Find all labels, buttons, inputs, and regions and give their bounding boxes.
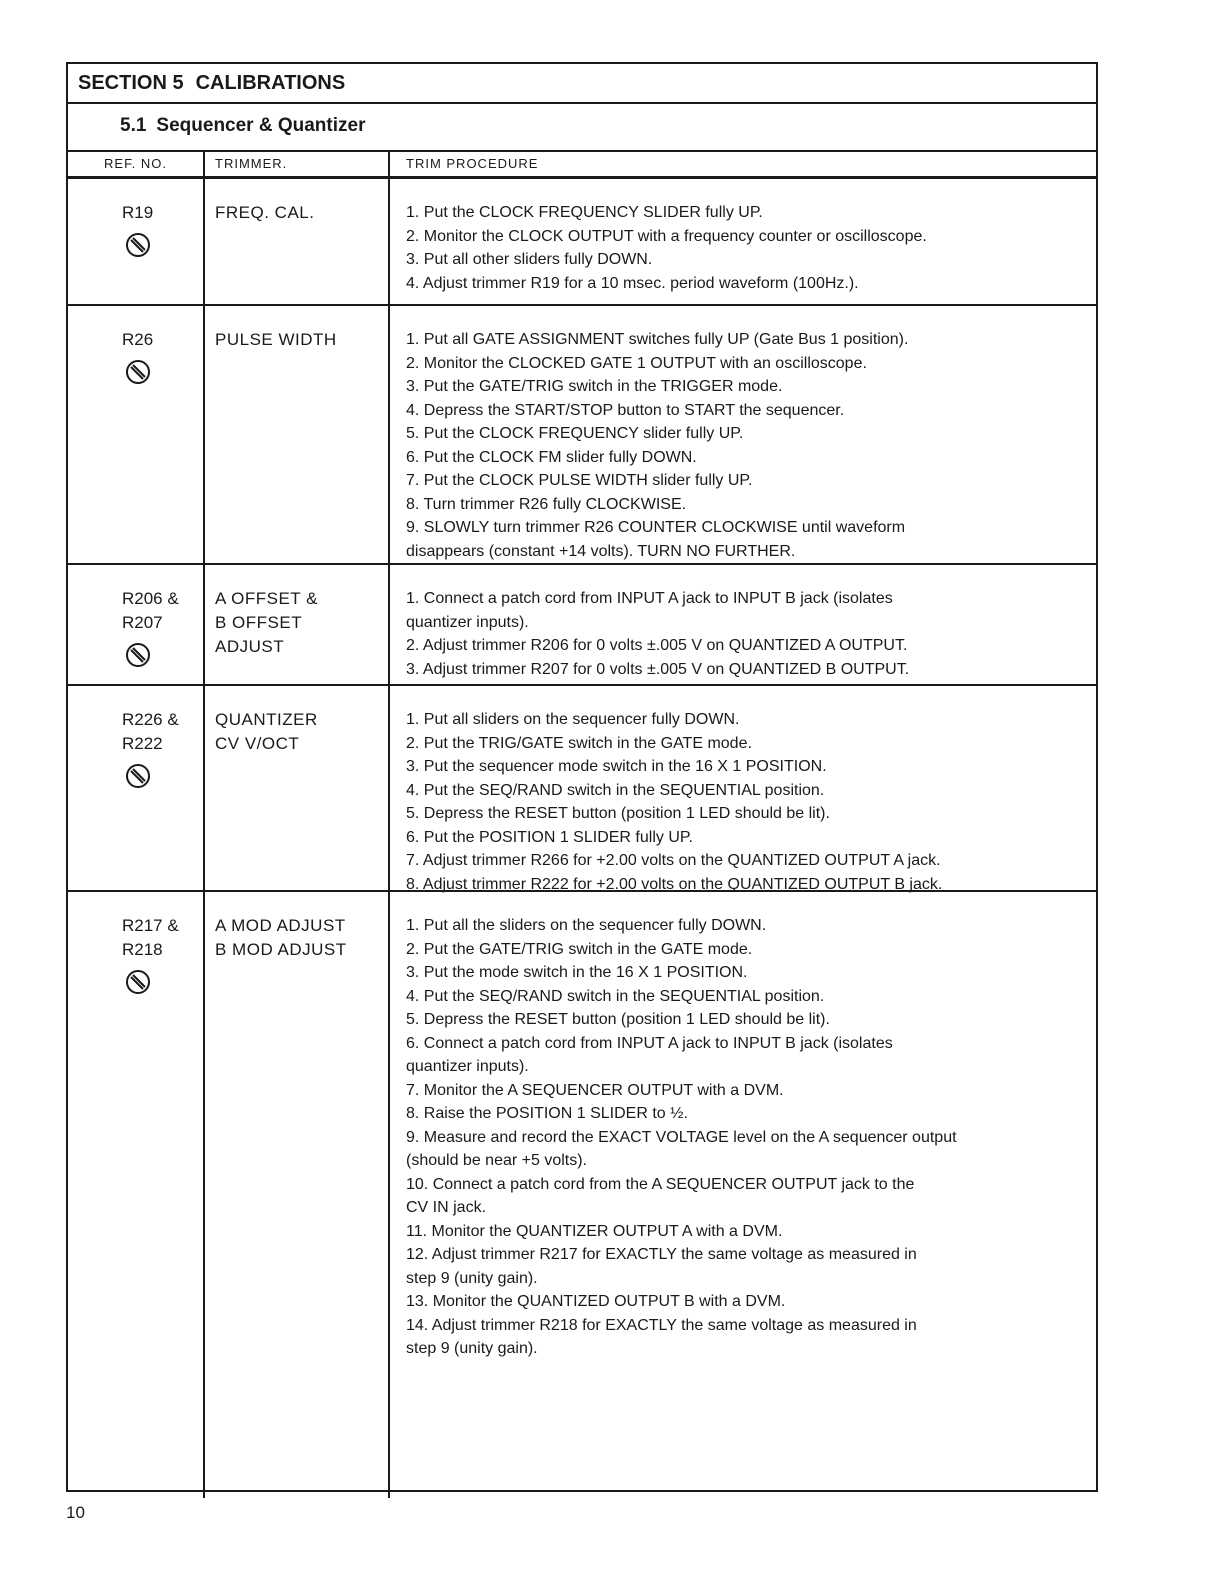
- procedure-step: 7. Monitor the A SEQUENCER OUTPUT with a DVM.: [406, 1081, 784, 1099]
- procedure-step: 1. Put all the sliders on the sequencer fully DOWN.: [406, 917, 767, 934]
- procedure-step: 14. Adjust trimmer R218 for EXACTLY the same voltage as measured in: [406, 1316, 917, 1334]
- procedure-step: 7. Adjust trimmer R266 for +2.00 volts on the QUANTIZED OUTPUT A jack.: [406, 852, 941, 869]
- procedure-step: 3. Put the GATE/TRIG switch in the TRIGGER mode.: [406, 378, 783, 395]
- table-body: [68, 179, 1096, 1498]
- ref-number: R19: [122, 203, 154, 222]
- procedure-step: 5. Depress the RESET button (position 1 LED should be lit).: [406, 1011, 830, 1028]
- procedure-cell: [390, 686, 1096, 893]
- procedure-step: disappears (constant +14 volts). TURN NO FURTHER.: [406, 542, 796, 560]
- procedure-step: 4. Adjust trimmer R19 for a 10 msec. period waveform (100Hz.).: [406, 274, 859, 292]
- trimmer-name: A OFFSET &: [215, 589, 318, 608]
- trimmer-screwdriver-icon: [124, 358, 152, 386]
- procedure-step: step 9 (unity gain).: [406, 1340, 538, 1357]
- trimmer-screwdriver-icon: [124, 231, 152, 259]
- trimmer-screwdriver-icon: [124, 762, 152, 790]
- ref-number: R26: [122, 330, 154, 349]
- procedure-step: 6. Put the POSITION 1 SLIDER fully UP.: [406, 828, 693, 846]
- procedure-step: 1. Put all sliders on the sequencer fully DOWN.: [406, 711, 740, 728]
- procedure-step: quantizer inputs).: [406, 1058, 529, 1075]
- procedure-step: 4. Put the SEQ/RAND switch in the SEQUENTIAL position.: [406, 781, 825, 799]
- trimmer-name: A MOD ADJUST: [215, 916, 346, 935]
- procedure-cell: [390, 565, 1096, 684]
- ref-number: R218: [122, 940, 163, 959]
- procedure-step: 1. Put all GATE ASSIGNMENT switches fully UP (Gate Bus 1 position).: [406, 331, 909, 348]
- trimmer-name: B OFFSET: [215, 613, 303, 632]
- procedure-step: 3. Adjust trimmer R207 for 0 volts ±.005 V on QUANTIZED B OUTPUT.: [406, 660, 910, 678]
- ref-cell: [68, 892, 205, 1498]
- trimmer-name: B MOD ADJUST: [215, 940, 347, 959]
- table-row: [68, 686, 1096, 892]
- column-header-trimmer: TRIMMER.: [205, 152, 390, 176]
- ref-cell: [68, 306, 205, 563]
- procedure-step: 1. Connect a patch cord from INPUT A jack to INPUT B jack (isolates: [406, 590, 893, 607]
- procedure-step: 12. Adjust trimmer R217 for EXACTLY the same voltage as measured in: [406, 1246, 917, 1263]
- subsection-number: 5.1: [120, 115, 147, 136]
- column-header-procedure: TRIM PROCEDURE: [406, 156, 539, 171]
- procedure-cell: [390, 306, 1096, 563]
- procedure-step: 9. SLOWLY turn trimmer R26 COUNTER CLOCKWISE until waveform: [406, 519, 906, 536]
- procedure-step: 4. Put the SEQ/RAND switch in the SEQUENTIAL position.: [406, 987, 825, 1005]
- column-headers: [68, 152, 1096, 179]
- subsection-heading: [68, 104, 1096, 152]
- section-number: SECTION 5: [78, 72, 184, 94]
- ref-cell: [68, 565, 205, 684]
- procedure-step: 5. Depress the RESET button (position 1 LED should be lit).: [406, 805, 830, 822]
- ref-number: R206 &: [122, 589, 179, 608]
- ref-number: R217 &: [122, 916, 179, 935]
- section-title: CALIBRATIONS: [195, 72, 346, 94]
- procedure-step: 7. Put the CLOCK PULSE WIDTH slider fully UP.: [406, 472, 753, 489]
- procedure-step: quantizer inputs).: [406, 613, 529, 631]
- trimmer-screwdriver-icon: [124, 641, 152, 669]
- trimmer-cell: [205, 892, 390, 1498]
- procedure-step: 11. Monitor the QUANTIZER OUTPUT A with a DVM.: [406, 1222, 783, 1240]
- ref-cell: [68, 179, 205, 304]
- procedure-step: 3. Put the mode switch in the 16 X 1 POSITION.: [406, 964, 748, 981]
- procedure-step: 2. Adjust trimmer R206 for 0 volts ±.005 V on QUANTIZED A OUTPUT.: [406, 637, 908, 654]
- procedure-step: 8. Raise the POSITION 1 SLIDER to ½.: [406, 1105, 688, 1122]
- procedure-step: 8. Adjust trimmer R222 for +2.00 volts on the QUANTIZED OUTPUT B jack.: [406, 875, 943, 893]
- subsection-title: Sequencer & Quantizer: [156, 115, 366, 136]
- ref-number: R222: [122, 734, 163, 753]
- trimmer-name: CV V/OCT: [215, 734, 300, 753]
- ref-cell: [68, 686, 205, 890]
- procedure-step: 2. Put the TRIG/GATE switch in the GATE mode.: [406, 734, 752, 752]
- section-heading: [68, 64, 1096, 104]
- table-row: [68, 565, 1096, 686]
- procedure-step: 8. Turn trimmer R26 fully CLOCKWISE.: [406, 495, 687, 513]
- procedure-step: 3. Put all other sliders fully DOWN.: [406, 251, 653, 268]
- column-header-ref: REF. NO.: [68, 152, 205, 176]
- procedure-step: step 9 (unity gain).: [406, 1269, 538, 1287]
- trimmer-cell: [205, 306, 390, 563]
- procedure-step: 2. Put the GATE/TRIG switch in the GATE mode.: [406, 940, 753, 958]
- trimmer-cell: [205, 565, 390, 684]
- procedure-step: 4. Depress the START/STOP button to START the sequencer.: [406, 401, 845, 419]
- procedure-cell: [390, 892, 1096, 1498]
- trimmer-name: PULSE WIDTH: [215, 330, 337, 349]
- procedure-step: 1. Put the CLOCK FREQUENCY SLIDER fully UP.: [406, 204, 763, 221]
- trimmer-name: FREQ. CAL.: [215, 203, 315, 222]
- procedure-step: 2. Monitor the CLOCKED GATE 1 OUTPUT with an oscilloscope.: [406, 354, 867, 372]
- procedure-step: 5. Put the CLOCK FREQUENCY slider fully UP.: [406, 425, 744, 442]
- trimmer-cell: [205, 179, 390, 304]
- procedure-step: 13. Monitor the QUANTIZED OUTPUT B with a DVM.: [406, 1293, 786, 1310]
- procedure-cell: [390, 179, 1096, 304]
- trimmer-cell: [205, 686, 390, 890]
- table-row: [68, 306, 1096, 565]
- trimmer-screwdriver-icon: [124, 968, 152, 996]
- calibration-table: [66, 62, 1098, 1492]
- trimmer-name: QUANTIZER: [215, 710, 318, 729]
- procedure-step: 9. Measure and record the EXACT VOLTAGE level on the A sequencer output: [406, 1128, 957, 1146]
- procedure-step: (should be near +5 volts).: [406, 1152, 587, 1169]
- ref-number: R226 &: [122, 710, 179, 729]
- trimmer-name: ADJUST: [215, 637, 285, 656]
- table-row: [68, 892, 1096, 1498]
- page-number: 10: [66, 1503, 85, 1522]
- procedure-step: 3. Put the sequencer mode switch in the 16 X 1 POSITION.: [406, 758, 827, 775]
- procedure-step: 6. Connect a patch cord from INPUT A jack to INPUT B jack (isolates: [406, 1034, 893, 1052]
- procedure-step: 10. Connect a patch cord from the A SEQUENCER OUTPUT jack to the: [406, 1175, 915, 1193]
- procedure-step: 2. Monitor the CLOCK OUTPUT with a frequency counter or oscilloscope.: [406, 227, 927, 245]
- table-row: [68, 179, 1096, 306]
- procedure-step: CV IN jack.: [406, 1199, 487, 1216]
- ref-number: R207: [122, 613, 163, 632]
- procedure-step: 6. Put the CLOCK FM slider fully DOWN.: [406, 448, 697, 466]
